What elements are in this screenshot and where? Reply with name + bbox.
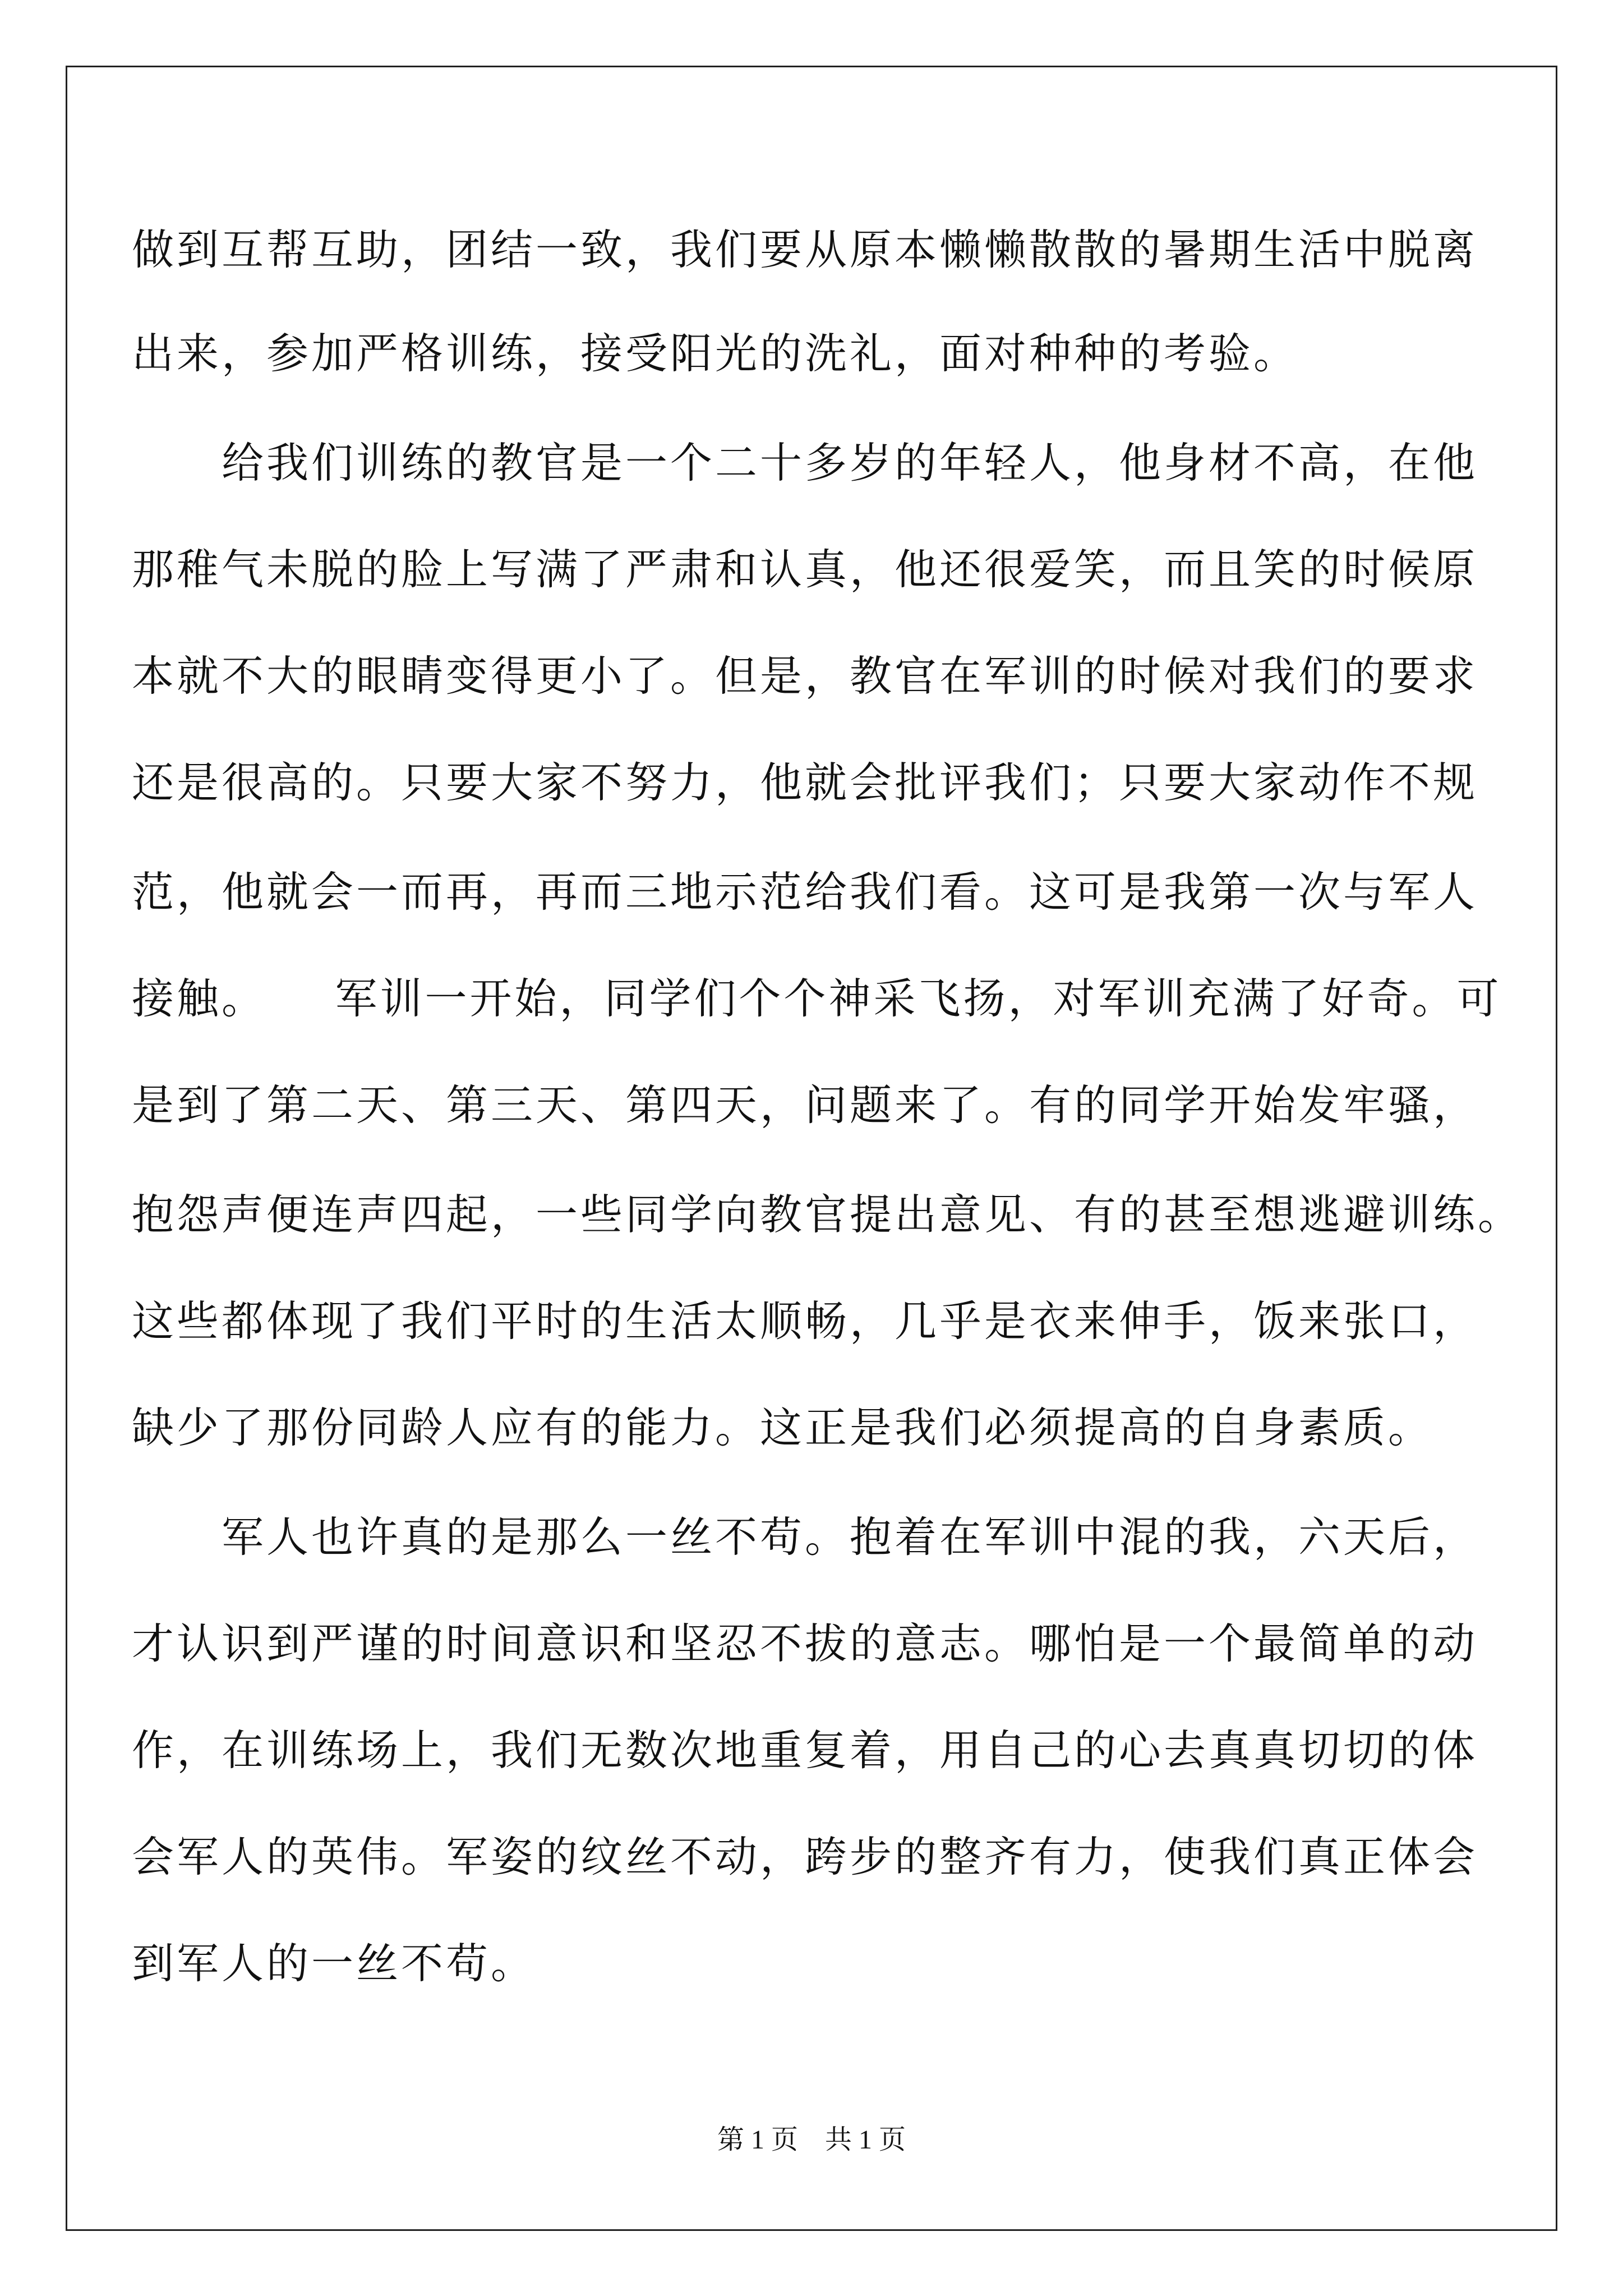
text-line: 接触。 军训一开始，同学们个个神采飞扬，对军训充满了好奇。可	[132, 974, 1502, 1023]
text-line: 作，在训练场上，我们无数次地重复着，用自己的心去真真切切的体	[132, 1726, 1478, 1775]
text-line: 还是很高的。只要大家不努力，他就会批评我们；只要大家动作不规	[132, 758, 1478, 807]
text-line: 军人也许真的是那么一丝不苟。抱着在军训中混的我，六天后，	[132, 1512, 1478, 1562]
text-line: 才认识到严谨的时间意识和坚忍不拔的意志。哪怕是一个最简单的动	[132, 1619, 1478, 1668]
text-line: 到军人的一丝不苟。	[132, 1939, 536, 1988]
text-line: 本就不大的眼睛变得更小了。但是，教官在军训的时候对我们的要求	[132, 651, 1478, 701]
text-line: 这些都体现了我们平时的生活太顺畅，几乎是衣来伸手，饭来张口，	[132, 1296, 1478, 1346]
text-line: 是到了第二天、第三天、第四天，问题来了。有的同学开始发牢骚，	[132, 1080, 1478, 1130]
text-line: 给我们训练的教官是一个二十多岁的年轻人，他身材不高，在他	[132, 438, 1478, 487]
text-line: 出来，参加严格训练，接受阳光的洗礼，面对种种的考验。	[132, 329, 1299, 378]
text-line: 抱怨声便连声四起，一些同学向教官提出意见、有的甚至想逃避训练。	[132, 1190, 1523, 1239]
text-line: 做到互帮互助，团结一致，我们要从原本懒懒散散的暑期生活中脱离	[132, 225, 1478, 274]
text-line: 那稚气未脱的脸上写满了严肃和认真，他还很爱笑，而且笑的时候原	[132, 545, 1478, 594]
page-number-footer: 第 1 页 共 1 页	[717, 2125, 906, 2155]
text-line: 缺少了那份同龄人应有的能力。这正是我们必须提高的自身素质。	[132, 1403, 1433, 1452]
page-border	[66, 66, 1557, 2231]
text-line: 范，他就会一而再，再而三地示范给我们看。这可是我第一次与军人	[132, 867, 1478, 917]
text-line: 会军人的英伟。军姿的纹丝不动，跨步的整齐有力，使我们真正体会	[132, 1832, 1478, 1881]
